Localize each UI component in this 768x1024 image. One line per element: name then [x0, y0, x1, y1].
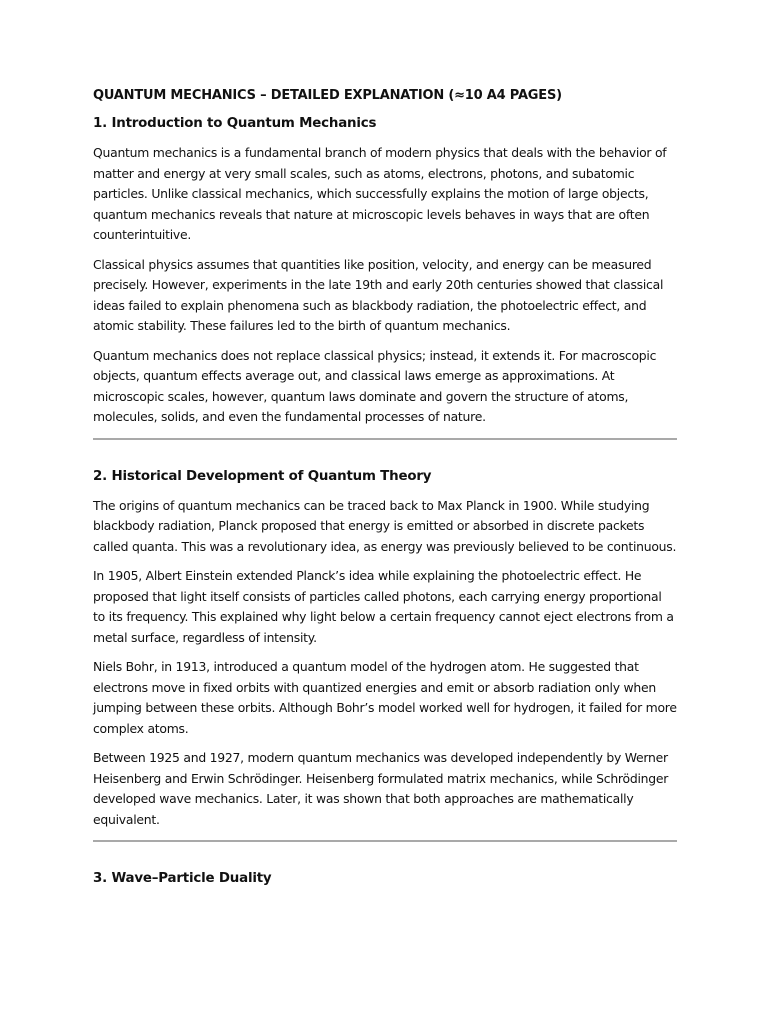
section-heading: 2. Historical Development of Quantum Theory: [93, 468, 432, 484]
section-historical-development: [93, 467, 677, 831]
paragraph: Quantum mechanics is a fundamental branch of modern physics that deals with the behavior of matter and energy at very small scales, such as atoms, electrons, photons, and subatomic particles. Unlike classical mechanics, which successfully explains the motion of large objects, quantum mechanics reveals that nature at microscopic levels behaves in ways that are often counterintuitive.: [93, 145, 667, 242]
paragraph: The origins of quantum mechanics can be traced back to Max Planck in 1900. While studying blackbody radiation, Planck proposed that energy is emitted or absorbed in discrete packets called quanta. This was a revolutionary idea, as energy was previously believed to be continuous.: [93, 497, 677, 554]
paragraph: Classical physics assumes that quantities like position, velocity, and energy can be measured precisely. However, experiments in the late 19th and early 20th centuries showed that classical ideas failed to explain phenomena such as blackbody radiation, the photoelectric effect, and atomic stability. These failures led to the birth of quantum mechanics.: [93, 256, 664, 333]
paragraph: Between 1925 and 1927, modern quantum mechanics was developed independently by Werner Heisenberg and Erwin Schrödinger. Heisenberg formulated matrix mechanics, while Schrödinger developed wave mechanics. Later, it was shown that both approaches are mathematically equivalent.: [93, 750, 669, 827]
section-divider: [93, 840, 677, 842]
paragraph: Quantum mechanics does not replace classical physics; instead, it extends it. For macroscopic objects, quantum effects average out, and classical laws emerge as approximations. At microscopic scales, however, quantum laws dominate and govern the structure of atoms, molecules, solids, and even the fundamental processes of nature.: [93, 347, 657, 424]
paragraph: Niels Bohr, in 1913, introduced a quantum model of the hydrogen atom. He suggested that electrons move in fixed orbits with quantized energies and emit or absorb radiation only when jumping between these orbits. Although Bohr’s model worked well for hydrogen, it failed for more complex atoms.: [93, 659, 677, 736]
section-heading: 3. Wave–Particle Duality: [93, 871, 272, 886]
section-divider: [93, 438, 677, 440]
document-page: [93, 86, 677, 898]
paragraph: In 1905, Albert Einstein extended Planck’s idea while explaining the photoelectric effect. He proposed that light itself consists of particles called photons, each carrying energy proportional to its frequency. This explained why light below a certain frequency cannot eject electrons from a metal surface, regardless of intensity.: [93, 568, 674, 645]
section-introduction: [93, 114, 677, 428]
section-wave-particle-duality: [93, 869, 677, 889]
section-heading: 1. Introduction to Quantum Mechanics: [93, 116, 377, 131]
document-title: QUANTUM MECHANICS – DETAILED EXPLANATION (≈10 A4 PAGES): [93, 88, 562, 103]
